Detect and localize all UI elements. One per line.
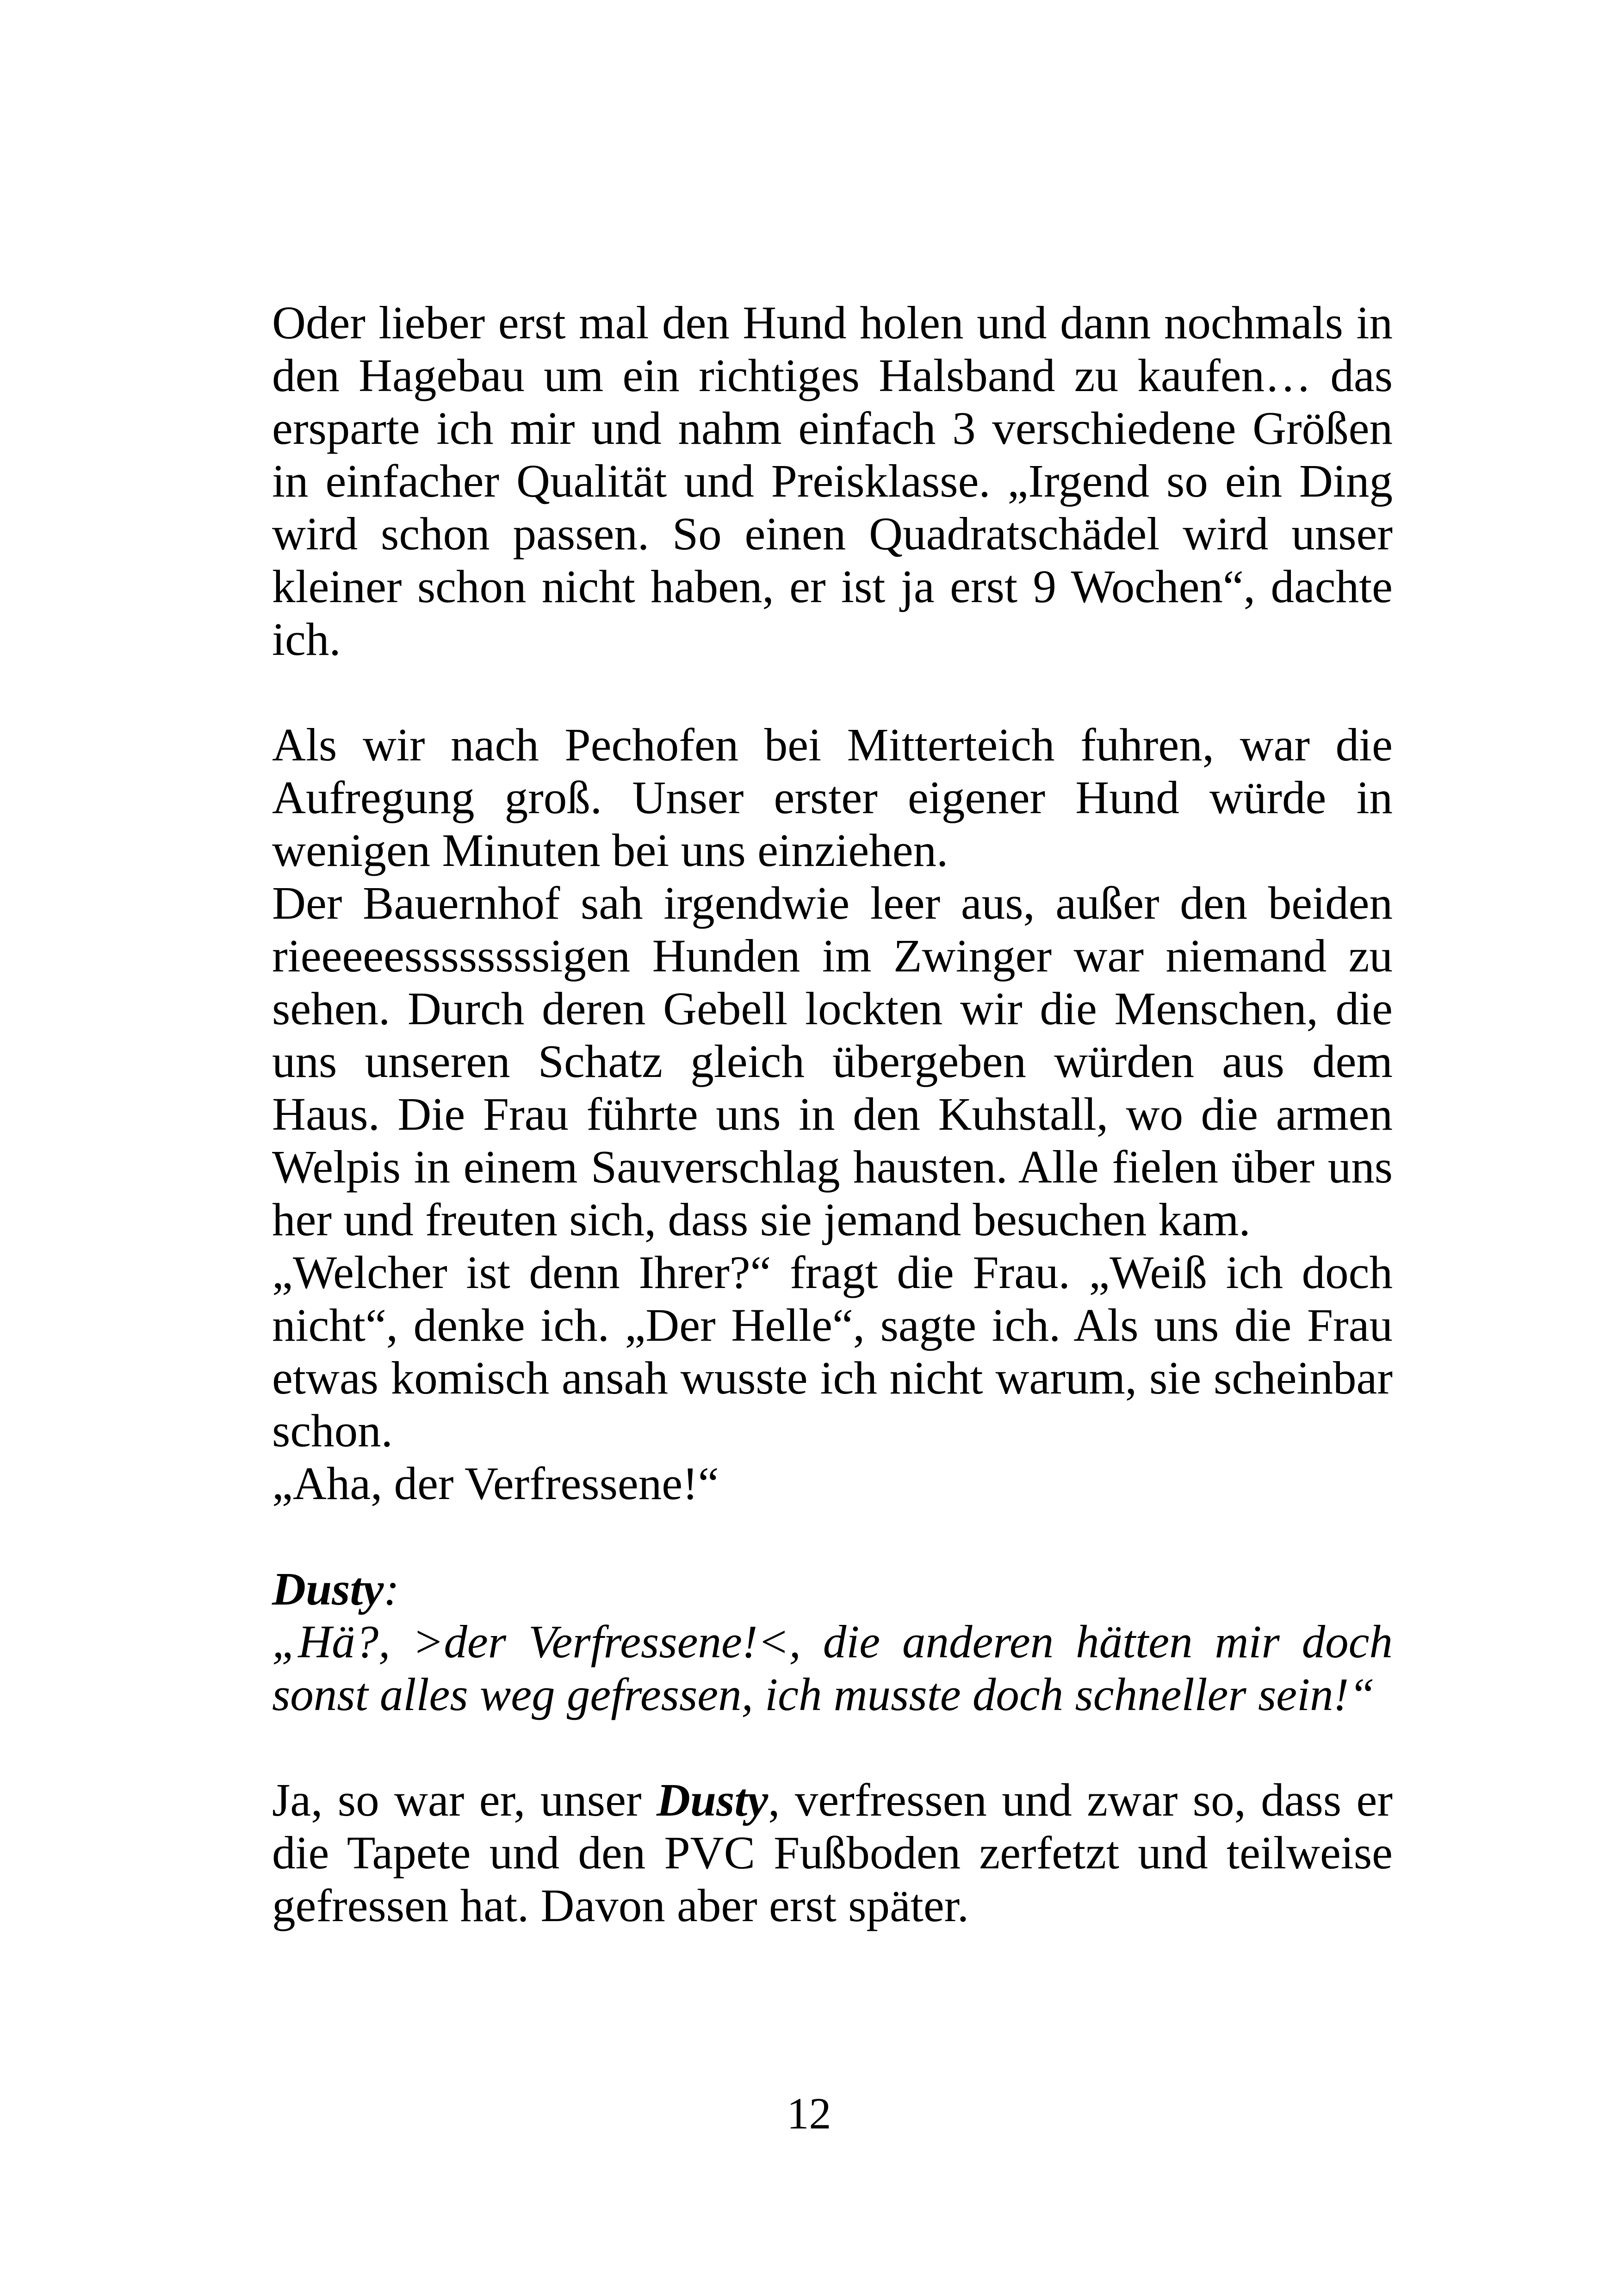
paragraph-spacer [272, 1721, 1393, 1773]
page-body-text [272, 296, 1393, 1932]
paragraph-welcher: „Welcher ist denn Ihrer?“ fragt die Frau. „Weiß ich doch nicht“, denke ich. „Der Helle“, sagte ich. Als uns die Frau etwas komisch ansah wusste ich nicht warum, sie scheinbar schon. [272, 1246, 1393, 1456]
paragraph-verfressen-start: Ja, so war er, unser [272, 1774, 657, 1826]
paragraph-bauernhof: Der Bauernhof sah irgendwie leer aus, außer den beiden rieeeeessssssssigen Hunden im Zwinger war niemand zu sehen. Durch deren Gebell lockten wir die Menschen, die uns unseren Schatz gleich übergeben würden aus dem Haus. Die Frau führte uns in den Kuhstall, wo die armen Welpis in einem Sauverschlag hausten. Alle fielen über uns her und freuten sich, dass sie jemand besuchen kam. [272, 877, 1393, 1245]
speaker-name: Dusty [272, 1563, 384, 1615]
paragraph-aha: „Aha, der Verfressene!“ [272, 1457, 719, 1509]
paragraph-verfressen-rest: , verfressen und zwar so, dass er die Tapete und den PVC Fußboden zerfetzt und teilweise gefressen hat. Davon aber erst später. [272, 1774, 1393, 1931]
speaker-heading [272, 1562, 1393, 1615]
dusty-quote: „Hä?, >der Verfressene!<, die anderen hätten mir doch sonst alles weg gefressen, ich musste doch schneller sein!“ [272, 1616, 1393, 1720]
paragraph-verfressen [272, 1773, 1393, 1932]
page-number: 12 [787, 2089, 831, 2138]
paragraph-pechofen: Als wir nach Pechofen bei Mitterteich fuhren, war die Aufregung groß. Unser erster eigener Hund würde in wenigen Minuten bei uns einziehen. [272, 719, 1393, 876]
paragraph-halsband: Oder lieber erst mal den Hund holen und dann nochmals in den Hagebau um ein richtiges Halsband zu kaufen… das ersparte ich mir und nahm einfach 3 verschiedene Größen in einfacher Qualität und Preisklasse. „Irgend so ein Ding wird schon passen. So einen Quadratschädel wird unser kleiner schon nicht haben, er ist ja erst 9 Wochen“, dachte ich. [272, 297, 1393, 665]
paragraph-spacer [272, 1510, 1393, 1562]
dog-name-emphasis: Dusty [656, 1774, 769, 1826]
paragraph-spacer [272, 666, 1393, 718]
speaker-colon: : [384, 1563, 399, 1615]
